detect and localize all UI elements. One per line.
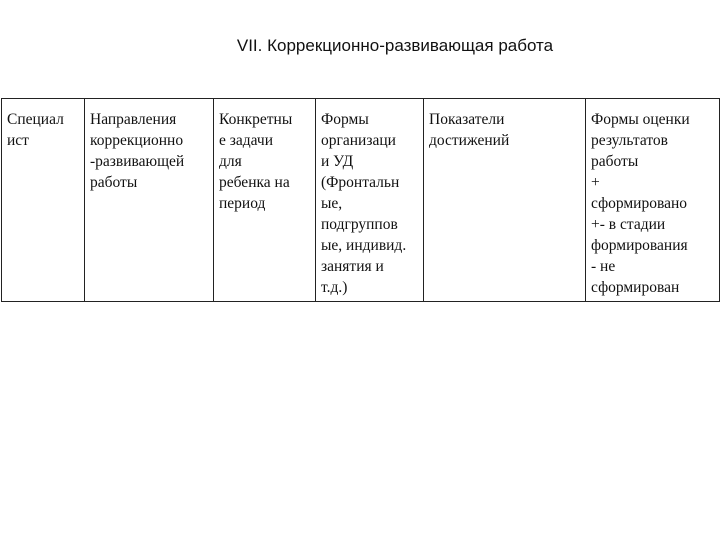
header-cell-indicators: Показатели достижений — [424, 99, 586, 302]
page-title — [0, 36, 720, 56]
section-title-text: Коррекционно-развивающая работа — [267, 36, 554, 55]
header-cell-assessment: Формы оценки результатов работы + сформировано +- в стадии формирования - не сформирован — [586, 99, 720, 302]
header-cell-tasks: Конкретны е задачи для ребенка на период — [214, 99, 316, 302]
section-numeral: VII. — [236, 36, 263, 55]
table-header-row — [2, 99, 720, 302]
correction-work-table — [1, 98, 720, 302]
header-cell-directions: Направления коррекционно -развивающей работы — [85, 99, 214, 302]
header-cell-specialist: Специал ист — [2, 99, 85, 302]
header-cell-forms: Формы организаци и УД (Фронтальн ые, подгруппов ые, индивид. занятия и т.д.) — [316, 99, 424, 302]
